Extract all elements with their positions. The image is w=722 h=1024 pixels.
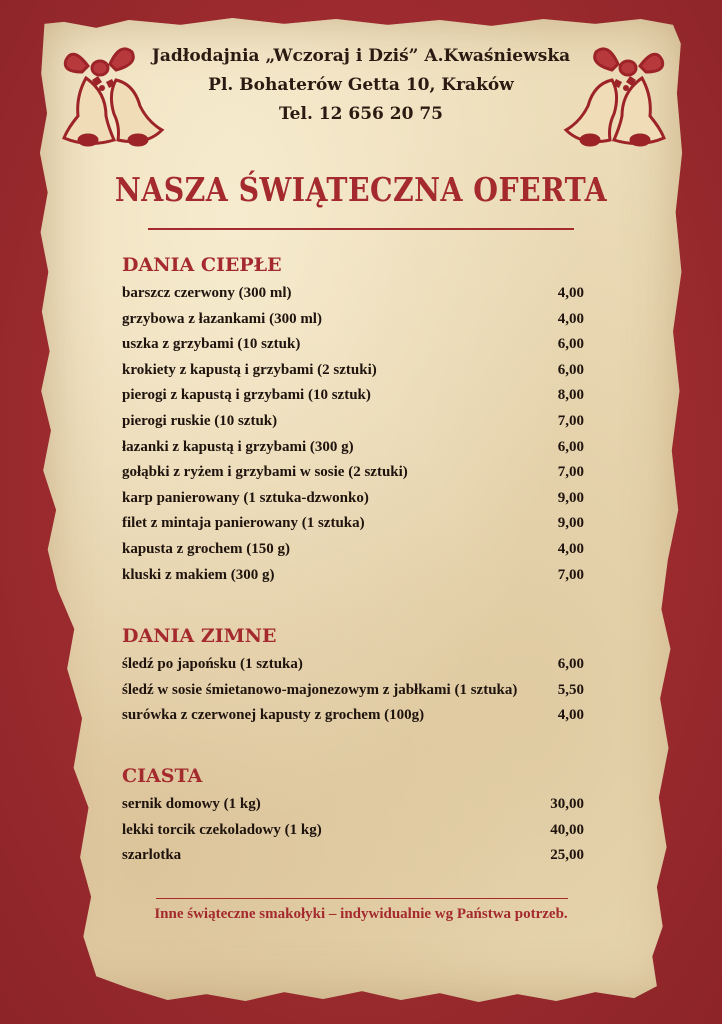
section-cakes: [122, 762, 584, 869]
item-name: pierogi ruskie (10 sztuk): [122, 412, 278, 429]
item-price: 4,00: [557, 285, 584, 301]
menu-item: [122, 383, 584, 409]
section-title: DANIA CIEPŁE: [122, 254, 282, 276]
item-name: krokiety z kapustą i grzybami (2 sztuki): [122, 361, 377, 378]
item-name: łazanki z kapustą i grzybami (300 g): [122, 438, 354, 455]
item-price: 7,00: [557, 464, 584, 481]
menu-item: [122, 435, 584, 461]
menu-item: [122, 332, 584, 358]
item-price: 7,00: [557, 412, 584, 429]
item-price: 9,00: [557, 489, 584, 506]
item-price: 30,00: [550, 796, 584, 812]
menu-item: [122, 678, 584, 704]
menu-item: [122, 511, 584, 537]
item-name: grzybowa z łazankami (300 ml): [122, 310, 322, 327]
menu-item: [122, 537, 584, 563]
restaurant-phone: Tel. 12 656 20 75: [278, 104, 444, 124]
menu-item: [122, 843, 584, 869]
menu-item: [122, 703, 584, 729]
menu-title: NASZA ŚWIĄTECZNA OFERTA: [114, 170, 608, 209]
item-price: 6,00: [557, 361, 584, 378]
menu-item: [122, 652, 584, 678]
restaurant-name: Jadłodajnia „Wczoraj i Dziś” A.Kwaśniewska: [151, 46, 571, 66]
item-name: uszka z grzybami (10 sztuk): [122, 336, 301, 353]
section-cold-dishes: [122, 622, 584, 729]
item-price: 6,00: [557, 438, 584, 455]
item-price: 6,00: [557, 336, 584, 353]
item-price: 40,00: [550, 821, 584, 838]
item-price: 4,00: [557, 310, 584, 327]
item-name: kapusta z grochem (150 g): [122, 540, 291, 557]
item-name: filet z mintaja panierowany (1 sztuka): [122, 515, 365, 532]
item-name: surówka z czerwonej kapusty z grochem (100g): [122, 707, 425, 724]
item-price: 4,00: [557, 707, 584, 724]
menu-item: [122, 460, 584, 486]
item-price: 7,00: [557, 566, 584, 583]
item-name: śledź po japońsku (1 sztuka): [122, 656, 303, 672]
title-divider: [148, 228, 574, 230]
item-price: 25,00: [550, 847, 584, 864]
restaurant-address: Pl. Bohaterów Getta 10, Kraków: [208, 75, 514, 95]
footer-note: Inne świąteczne smakołyki – indywidualnie wg Państwa potrzeb.: [154, 906, 568, 922]
item-name: śledź w sosie śmietanowo-majonezowym z jabłkami (1 sztuka): [122, 681, 518, 698]
item-name: sernik domowy (1 kg): [122, 796, 261, 812]
item-name: kluski z makiem (300 g): [122, 566, 275, 583]
item-name: lekki torcik czekoladowy (1 kg): [122, 821, 322, 838]
item-price: 4,00: [557, 540, 584, 557]
menu-item: [122, 818, 584, 844]
item-name: gołąbki z ryżem i grzybami w sosie (2 sztuki): [122, 464, 408, 481]
item-name: pierogi z kapustą i grzybami (10 sztuk): [122, 387, 371, 404]
item-price: 6,00: [557, 656, 584, 672]
menu-item: [122, 281, 584, 307]
section-hot-dishes: [122, 251, 584, 588]
item-price: 8,00: [557, 387, 584, 404]
menu-item: [122, 409, 584, 435]
item-name: barszcz czerwony (300 ml): [122, 285, 292, 301]
section-title: CIASTA: [122, 765, 203, 787]
menu-item: [122, 563, 584, 589]
menu-item: [122, 792, 584, 818]
menu-item: [122, 307, 584, 333]
item-price: 9,00: [557, 515, 584, 532]
restaurant-header: [0, 42, 722, 129]
footer-divider: [156, 898, 568, 899]
item-name: szarlotka: [122, 847, 182, 864]
menu-item: [122, 358, 584, 384]
item-name: karp panierowany (1 sztuka-dzwonko): [122, 489, 369, 506]
item-price: 5,50: [557, 681, 584, 698]
menu-item: [122, 486, 584, 512]
section-title: DANIA ZIMNE: [122, 625, 277, 647]
